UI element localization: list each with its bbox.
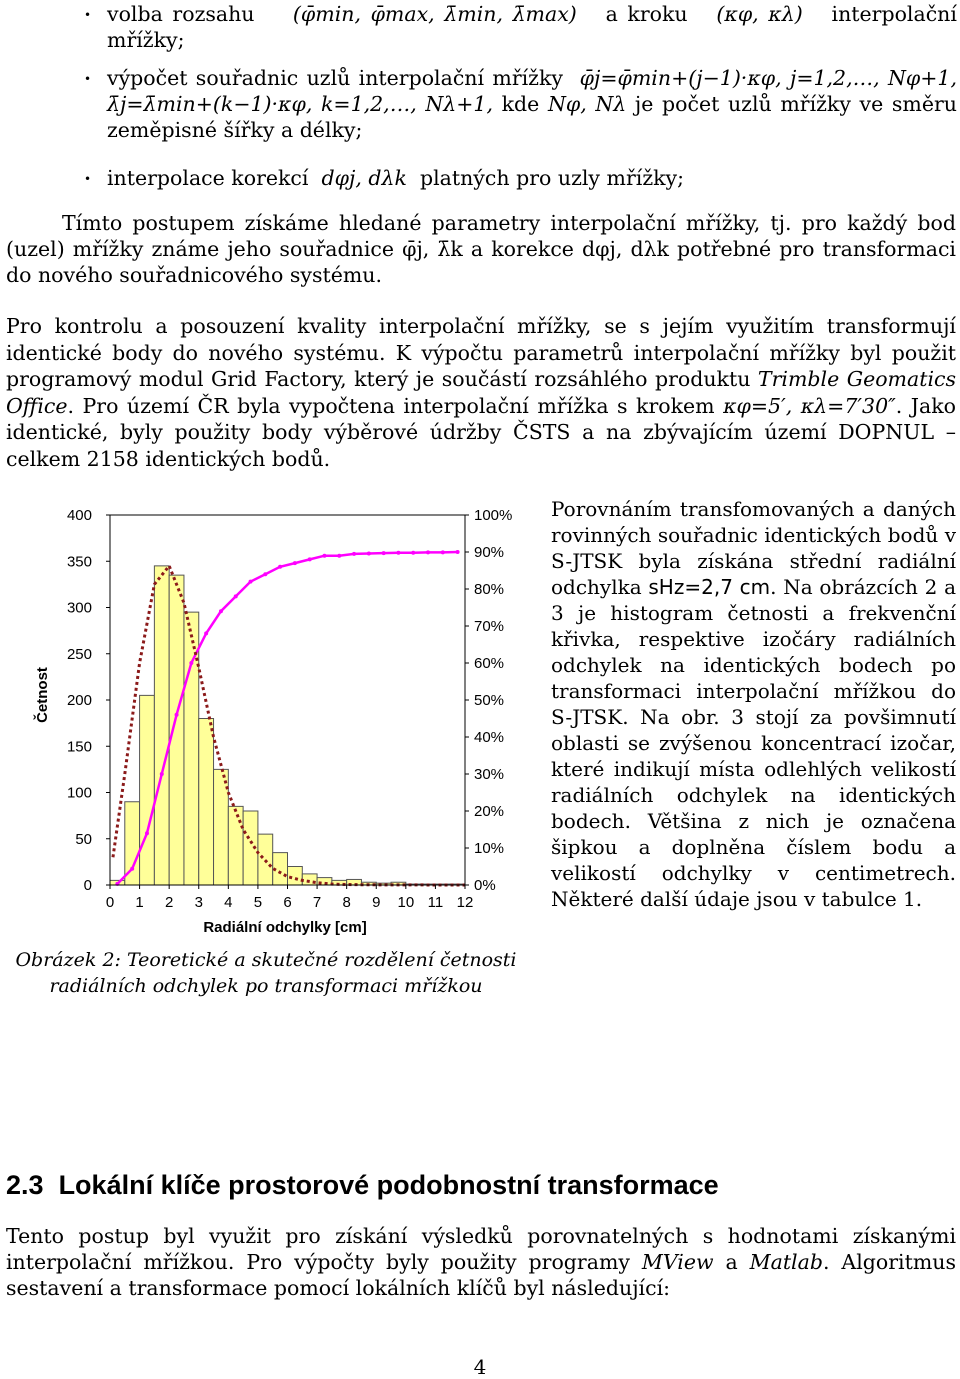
- y2-tick-label: 10%: [474, 840, 505, 857]
- x-tick-label: 1: [135, 894, 144, 911]
- product-name: Trimble Geomatics Office: [6, 367, 957, 418]
- cumulative-point: [411, 551, 415, 555]
- x-axis-label: Radiální odchylky [cm]: [203, 919, 367, 936]
- cumulative-point: [130, 867, 134, 871]
- paragraph-1: Tímto postupem získáme hledané parametry interpolační mřížky, tj. pro každý bod (uzel) mřížky známe jeho souřadnice φ̄j, λ̄k a korekce dφj, dλk potřebné pro transformaci do nového souřadnicového systému.: [6, 211, 956, 287]
- y2-tick-label: 70%: [474, 618, 505, 635]
- cumulative-point: [322, 554, 326, 558]
- cumulative-point: [278, 565, 282, 569]
- x-tick-label: 7: [312, 894, 322, 911]
- y-tick-label: 250: [66, 645, 92, 663]
- bullet-1-line-1: volba rozsahu (φ̄min, φ̄max, λ̄min, λ̄max) a kroku (κφ, κλ) interpolační mřížky;: [107, 2, 957, 52]
- x-tick-label: 3: [194, 894, 203, 911]
- cumulative-point: [175, 713, 179, 717]
- cumulative-point: [382, 551, 386, 555]
- x-tick-label: 5: [253, 894, 263, 911]
- y-tick-label: 100: [66, 784, 92, 802]
- histogram-bar: [140, 695, 155, 885]
- x-tick-label: 10: [397, 894, 415, 911]
- side-paragraph: Porovnáním transfomovaných a daných rovinných souřadnic identických bodů v S-JTSK byla získána střední radiální odchylka sHz=2,7 cm. Na obrázcích 2 a 3 je histogram četnosti a frekvenční křivka, respektive izočáry radiálních odchylek na identických bodech po transformaci interpolační mřížkou do S-JTSK. Na obr. 3 stojí za povšimnutí oblasti se zvýšenou koncentrací izočar, které indikují místa odlehlých velikostí radiálních odchylek na identických bodech. Většina z nich je označena šipkou a doplněna číslem bodu a velikostí odchylky v centimetrech. Některé další údaje jsou v tabulce 1.: [551, 497, 956, 911]
- paragraph-3: Tento postup byl využit pro získání výsledků porovnatelných s hodnotami získanými interpolační mřížkou. Pro výpočty byly použity programy MView a Matlab. Algoritmus sestavení a transformace pomocí lokálních klíčů byl následující:: [6, 1224, 956, 1300]
- histogram-chart: [0, 495, 545, 945]
- cumulative-point: [189, 661, 193, 665]
- histogram-bars: [110, 566, 465, 885]
- x-tick-label: 6: [283, 894, 292, 911]
- cumulative-point: [145, 831, 149, 835]
- x-tick-label: 2: [164, 894, 174, 911]
- cumulative-point: [263, 572, 267, 576]
- x-tick-label: 0: [105, 894, 115, 911]
- cumulative-point: [293, 561, 297, 565]
- y2-tick-label: 90%: [474, 544, 505, 561]
- page-number: 4: [473, 1355, 487, 1379]
- cumulative-point: [308, 557, 312, 561]
- y2-tick-label: 30%: [474, 766, 505, 783]
- x-tick-label: 8: [342, 894, 351, 911]
- y-tick-label: 350: [66, 553, 92, 571]
- bullet-3: interpolace korekcí dφj, dλk platných pro uzly mřížky;: [107, 166, 685, 190]
- cumulative-point: [441, 550, 445, 554]
- y-tick-label: 300: [66, 599, 92, 617]
- cumulative-point: [337, 554, 341, 558]
- cumulative-point: [249, 580, 253, 584]
- cumulative-point: [352, 552, 356, 556]
- histogram-bar: [154, 566, 169, 885]
- figure-caption: Obrázek 2: Teoretické a skutečné rozdělení četnosti radiálních odchylek po transformaci mřížkou: [15, 949, 517, 997]
- histogram-bar: [199, 719, 214, 886]
- cumulative-point: [219, 609, 223, 613]
- section-heading: 2.3 Lokální klíče prostorové podobnostní transformace: [6, 1170, 719, 1200]
- bullet-marker: •: [84, 8, 92, 22]
- histogram-bar: [228, 806, 243, 885]
- cumulative-point: [426, 550, 430, 554]
- mean-radial-deviation: sHz=2,7 cm: [648, 575, 771, 599]
- x-tick-label: 4: [224, 894, 233, 911]
- y-tick-label: 150: [66, 738, 92, 756]
- histogram-bar: [169, 575, 184, 885]
- cumulative-point: [456, 550, 460, 554]
- x-tick-label: 12: [456, 894, 474, 911]
- x-tick-label: 11: [427, 894, 444, 911]
- cumulative-point: [160, 772, 164, 776]
- cumulative-point: [396, 551, 400, 555]
- bullet-marker: •: [84, 172, 92, 186]
- cumulative-point: [234, 594, 238, 598]
- y2-tick-label: 60%: [474, 655, 505, 672]
- cumulative-point: [204, 631, 208, 635]
- y-tick-label: 400: [66, 507, 92, 524]
- y-tick-label: 0: [83, 877, 92, 894]
- y2-tick-label: 50%: [474, 692, 505, 709]
- y2-tick-label: 40%: [474, 729, 505, 746]
- y2-tick-label: 100%: [474, 507, 513, 524]
- x-tick-label: 9: [372, 894, 381, 911]
- y2-tick-label: 80%: [474, 581, 505, 598]
- y2-tick-label: 0%: [474, 877, 496, 894]
- paragraph-2: Pro kontrolu a posouzení kvality interpolační mřížky, se s jejím využitím transformují identické body do nového systému. K výpočtu parametrů interpolační mřížky byl použit programový modul Grid Factory, který je součástí rozsáhlého produktu Trimble Geomatics Office. Pro území ČR byla vypočtena interpolační mřížka s krokem κφ=5′, κλ=7′30″. Jako identické, byly použity body výběrové údržby ČSTS a na zbývajícím území DOPNUL – celkem 2158 identických bodů.: [6, 314, 957, 471]
- cumulative-point: [367, 551, 371, 555]
- histogram-bar: [258, 834, 273, 885]
- bullet-marker: •: [84, 72, 92, 86]
- y-tick-label: 50: [75, 830, 92, 848]
- y2-tick-label: 20%: [474, 803, 505, 820]
- y-axis-label: Četnost: [34, 667, 51, 723]
- y-tick-label: 200: [66, 692, 92, 709]
- bullet-2: výpočet souřadnic uzlů interpolační mřížky φ̄j=φ̄min+(j−1)·κφ, j=1,2,…, Nφ+1, λ̄j=λ̄min+(k−1)·κφ, k=1,2,…, Nλ+1, kde Nφ, Nλ je počet uzlů mřížky ve směru zeměpisné šířky a délky;: [107, 66, 957, 142]
